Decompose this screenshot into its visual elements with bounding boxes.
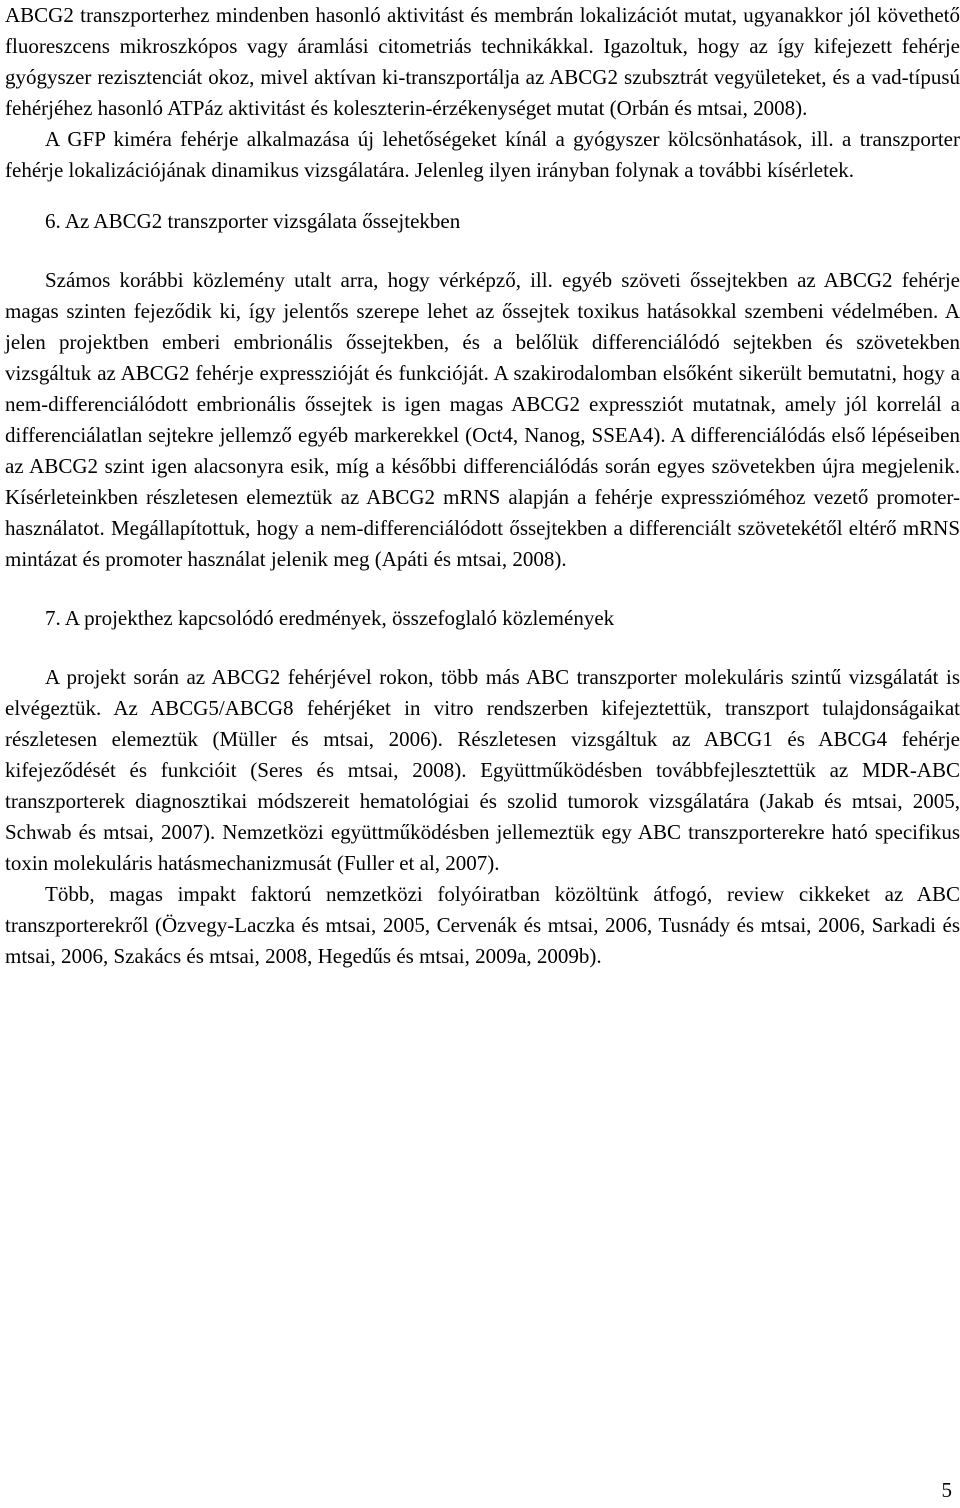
paragraph-gfp-chimera: ABCG2 transzporterhez mindenben hasonló aktivitást és membrán lokalizációt mutat, ugyanakkor jól követhető fluoreszcens mikroszkópos vagy áramlási citometriás technikákkal. Igazoltuk, hogy az így kifejezett fehérje gyógyszer rezisztenciát okoz, mivel aktívan ki-transzportálja az ABCG2 szubsztrát vegyületeket, és a vad-típusú fehérjéhez hasonló ATPáz aktivitást és koleszterin-érzékenységet mutat (Orbán és mtsai, 2008).: [5, 3, 960, 120]
paragraph-gfp-applications: A GFP kiméra fehérje alkalmazása új lehetőségeket kínál a gyógyszer kölcsönhatások, ill. a transzporter fehérje lokalizációjának dinamikus vizsgálatára. Jelenleg ilyen irányban folynak a további kísérletek.: [5, 127, 960, 182]
paragraph-related-results: A projekt során az ABCG2 fehérjével rokon, több más ABC transzporter molekuláris szintű vizsgálatát is elvégeztük. Az ABCG5/ABCG8 fehérjéket in vitro rendszerben kifejeztettük, transzport tulajdonságaikat részletesen elemeztük (Müller és mtsai, 2006). Részletesen vizsgáltuk az ABCG1 és ABCG4 fehérje kifejeződését és funkcióit (Seres és mtsai, 2008). Együttműködésben továbbfejlesztettük az MDR-ABC transzporterek diagnosztikai módszereit hematológiai és szolid tumorok vizsgálatára (Jakab és mtsai, 2005, Schwab és mtsai, 2007). Nemzetközi együttműködésben jellemeztük egy ABC transzporterekre ható specifikus toxin molekuláris hatásmechanizmusát (Fuller et al, 2007).: [5, 665, 960, 875]
paragraph-stem-cells: Számos korábbi közlemény utalt arra, hogy vérképző, ill. egyéb szöveti őssejtekben az ABCG2 fehérje magas szinten fejeződik ki, így jelentős szerepe lehet az őssejtek toxikus hatásokkal szembeni védelmében. A jelen projektben emberi embrionális őssejtekben, és a belőlük differenciálódó sejtekben és szövetekben vizsgáltuk az ABCG2 fehérje expresszióját és funkcióját. A szakirodalomban elsőként sikerült bemutatni, hogy a nem-differenciálódott embrionális őssejtek is igen magas ABCG2 expressziót mutatnak, amely jól korrelál a differenciálatlan sejtekre jellemző egyéb markerekkel (Oct4, Nanog, SSEA4). A differenciálódás első lépéseiben az ABCG2 szint igen alacsonyra esik, míg a későbbi differenciálódás során egyes szövetekben újra megjelenik. Kísérleteinkben részletesen elemeztük az ABCG2 mRNS alapján a fehérje expresszióméhoz vezető promoter-használatot. Megállapítottuk, hogy a nem-differenciálódott őssejtekben a differenciált szövetekétől eltérő mRNS mintázat és promoter használat jelenik meg (Apáti és mtsai, 2008).: [5, 268, 960, 571]
document-page: [5, 0, 960, 972]
paragraph-review-articles: Több, magas impakt faktorú nemzetközi folyóiratban közöltünk átfogó, review cikkeket az ABC transzporterekről (Özvegy-Laczka és mtsai, 2005, Cervenák és mtsai, 2006, Tusnády és mtsai, 2006, Sarkadi és mtsai, 2006, Szakács és mtsai, 2008, Hegedűs és mtsai, 2009a, 2009b).: [5, 882, 960, 968]
section-heading-7: 7. A projekthez kapcsolódó eredmények, összefoglaló közlemények: [45, 606, 615, 630]
page-number: 5: [941, 1478, 952, 1502]
section-heading-6: 6. Az ABCG2 transzporter vizsgálata őssejtekben: [45, 209, 461, 233]
